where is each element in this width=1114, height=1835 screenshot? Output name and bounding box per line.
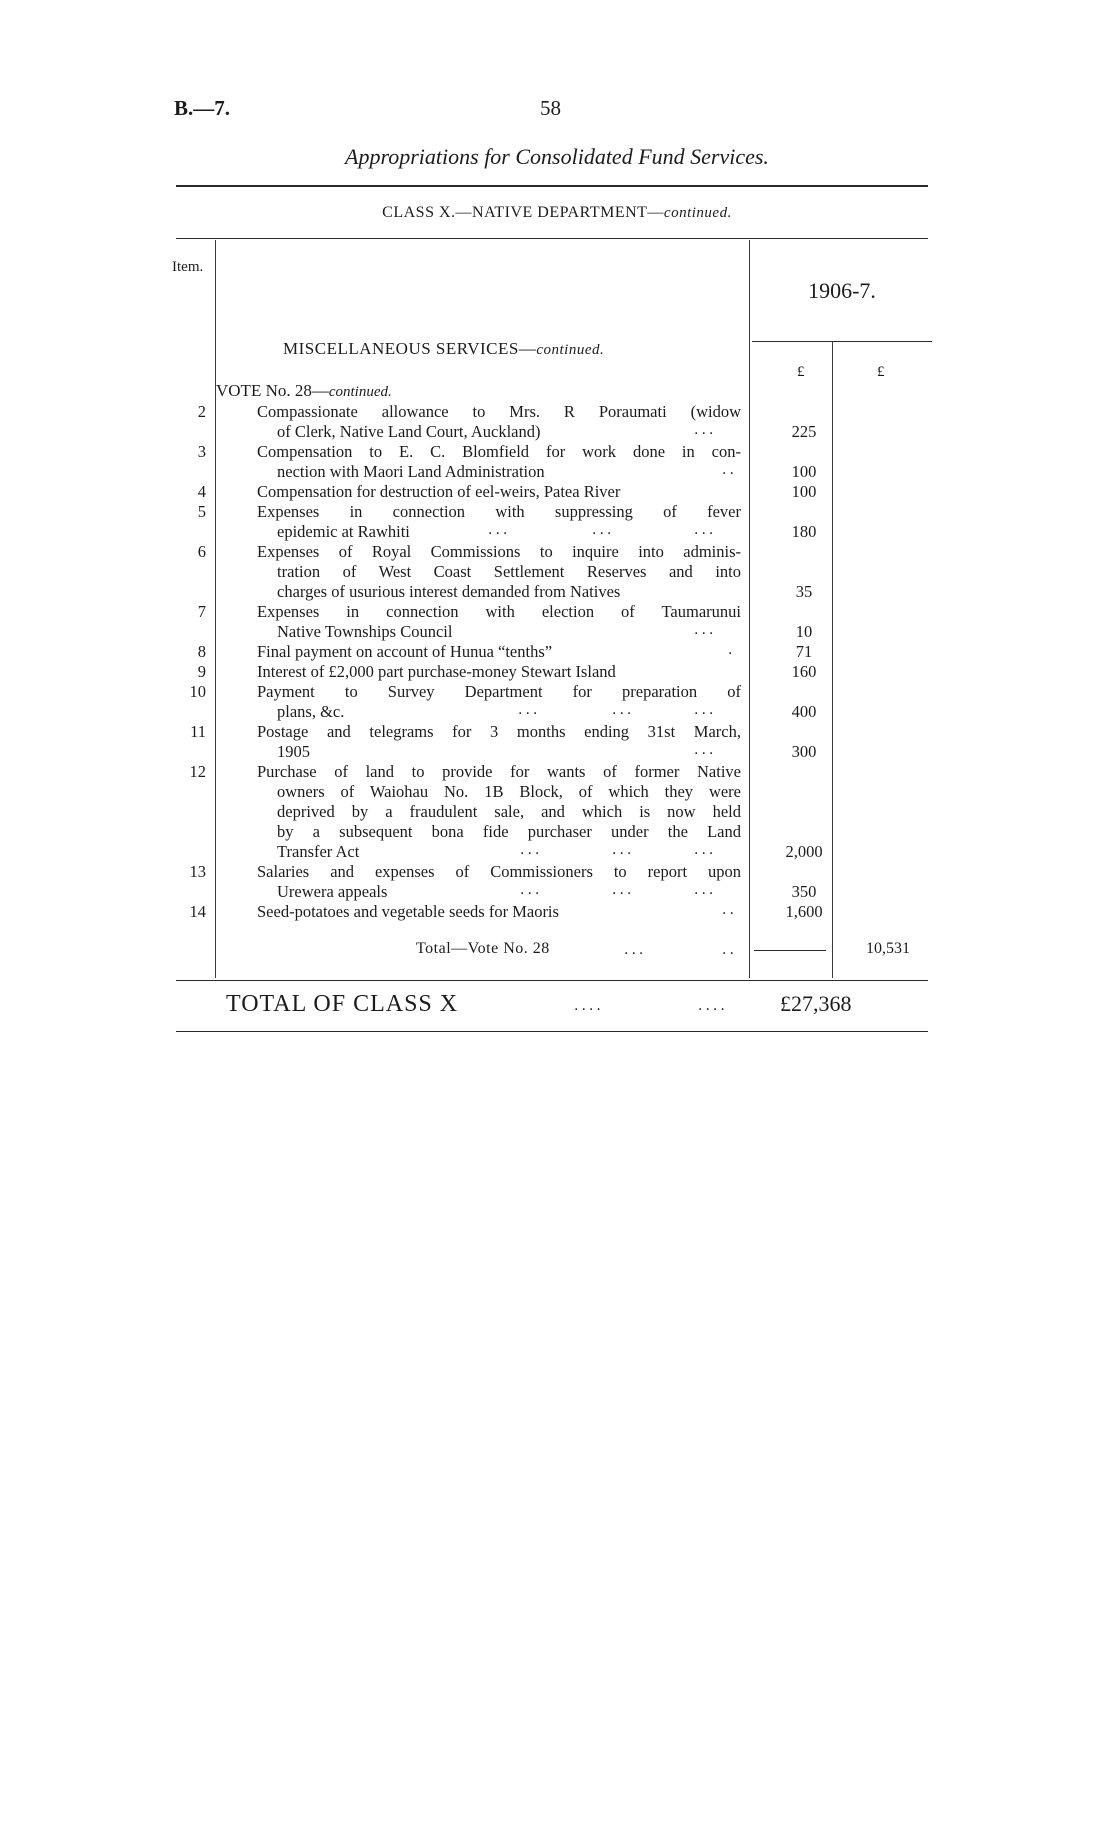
description-line: of Clerk, Native Land Court, Auckland) <box>277 422 541 441</box>
leader-dots: ... <box>694 522 717 538</box>
item-description <box>257 662 741 682</box>
table-bottom-rule <box>176 980 928 981</box>
item-number: 14 <box>189 902 206 921</box>
item-amount: 100 <box>791 462 817 481</box>
year-header-rule <box>752 341 932 342</box>
leader-dots: ... <box>520 882 543 898</box>
section-heading <box>283 339 604 359</box>
item-amount: 10 <box>795 622 813 641</box>
description-line: Payment to Survey Department for preparation of <box>257 682 741 701</box>
description-line: Compassionate allowance to Mrs. R Poraumati (widow <box>257 402 741 421</box>
item-description <box>257 602 741 642</box>
description-line: Seed-potatoes and vegetable seeds for Maoris <box>257 902 559 921</box>
section-heading-main: MISCELLANEOUS SERVICES— <box>283 339 537 358</box>
item-amount: 160 <box>791 662 817 681</box>
item-number: 7 <box>197 602 206 621</box>
item-amount: 180 <box>791 522 817 541</box>
item-number: 13 <box>189 862 206 881</box>
description-line: Final payment on account of Hunua “tenths” <box>257 642 553 661</box>
item-amount: 35 <box>795 582 813 601</box>
year-column-header: 1906-7. <box>808 278 876 303</box>
leader-dots: ... <box>694 622 717 638</box>
item-description <box>257 642 741 662</box>
item-number: 6 <box>197 542 206 561</box>
vote-heading-suffix: continued. <box>328 384 392 400</box>
description-line: Salaries and expenses of Commissioners to report upon <box>257 862 741 881</box>
leader-dots: ... <box>592 522 615 538</box>
item-description <box>257 862 741 902</box>
item-description <box>257 762 741 862</box>
item-amount: 100 <box>791 482 817 501</box>
leader-dots: ... <box>694 842 717 858</box>
item-amount: 350 <box>791 882 817 901</box>
table-top-rule <box>176 238 928 239</box>
leader-dots: .. <box>722 942 737 958</box>
item-column-header: Item. <box>172 259 204 275</box>
item-number: 5 <box>197 502 206 521</box>
description-line: charges of usurious interest demanded from Natives <box>277 582 621 601</box>
item-description <box>257 722 741 762</box>
item-amount: 2,000 <box>785 842 823 861</box>
class-total-label: TOTAL OF CLASS X <box>226 991 459 1017</box>
item-description <box>257 902 741 922</box>
item-number: 8 <box>197 642 206 661</box>
description-line: plans, &c. <box>277 702 345 721</box>
item-description <box>257 482 741 502</box>
leader-dots: ... <box>694 742 717 758</box>
class-heading-main: CLASS X.—NATIVE DEPARTMENT— <box>382 204 664 221</box>
class-heading-suffix: continued. <box>663 205 732 221</box>
description-column-rule <box>749 240 750 978</box>
leader-dots: ... <box>612 882 635 898</box>
description-line: by a subsequent bona fide purchaser under the Land <box>277 822 741 841</box>
document-reference: B.—7. <box>174 96 231 120</box>
leader-dots: ... <box>694 882 717 898</box>
class-total-rule <box>176 1031 928 1032</box>
description-line: Expenses in connection with suppressing of fever <box>257 502 741 521</box>
item-number: 12 <box>189 762 206 781</box>
item-number: 10 <box>189 682 206 701</box>
leader-dots: ... <box>488 522 511 538</box>
currency-symbol-col1: £ <box>797 364 805 380</box>
leader-dots: .... <box>698 998 728 1014</box>
item-amount: 1,600 <box>785 902 823 921</box>
vote-total-rule <box>754 950 826 951</box>
description-line: epidemic at Rawhiti <box>277 522 410 541</box>
leader-dots: ... <box>518 702 541 718</box>
leader-dots: ... <box>694 422 717 438</box>
vote-total-value: 10,531 <box>866 940 910 957</box>
leader-dots: ... <box>612 842 635 858</box>
description-line: deprived by a fraudulent sale, and which is now held <box>277 802 741 821</box>
item-description <box>257 542 741 602</box>
item-amount: 300 <box>791 742 817 761</box>
item-amount: 400 <box>791 702 817 721</box>
page-title: Appropriations for Consolidated Fund Services. <box>345 144 769 169</box>
leader-dots: ... <box>694 702 717 718</box>
leader-dots: .. <box>722 462 737 478</box>
item-description <box>257 402 741 442</box>
description-line: Expenses of Royal Commissions to inquire into adminis- <box>257 542 741 561</box>
item-column-rule <box>215 240 216 978</box>
description-line: Urewera appeals <box>277 882 388 901</box>
description-line: Expenses in connection with election of Taumarunui <box>257 602 741 621</box>
item-number: 4 <box>197 482 206 501</box>
description-line: Native Townships Council <box>277 622 453 641</box>
item-number: 11 <box>190 722 206 741</box>
title-rule <box>176 185 928 187</box>
class-heading <box>0 204 1114 222</box>
leader-dots: ... <box>520 842 543 858</box>
currency-symbol-col2: £ <box>877 364 885 380</box>
leader-dots: ... <box>612 702 635 718</box>
item-number: 2 <box>197 402 206 421</box>
leader-dots: .... <box>574 998 604 1014</box>
leader-dots: .. <box>722 902 737 918</box>
description-line: Compensation for destruction of eel-weirs, Patea River <box>257 482 621 501</box>
item-description <box>257 682 741 722</box>
page-number: 58 <box>540 96 561 120</box>
leader-dots: . <box>728 642 736 658</box>
leader-dots: ... <box>624 942 647 958</box>
description-line: tration of West Coast Settlement Reserves and into <box>277 562 741 581</box>
vote-total-label: Total—Vote No. 28 <box>416 940 550 957</box>
description-line: 1905 <box>277 742 310 761</box>
description-line: nection with Maori Land Administration <box>277 462 545 481</box>
vote-heading <box>216 381 392 401</box>
description-line: Purchase of land to provide for wants of former Native <box>257 762 741 781</box>
section-heading-suffix: continued. <box>536 342 605 358</box>
description-line: Transfer Act <box>277 842 360 861</box>
item-description <box>257 442 741 482</box>
item-amount: 71 <box>795 642 813 661</box>
item-amount: 225 <box>791 422 817 441</box>
description-line: Interest of £2,000 part purchase-money Stewart Island <box>257 662 616 681</box>
class-total-value: £27,368 <box>780 991 852 1016</box>
vote-heading-main: VOTE No. 28— <box>216 381 329 400</box>
description-line: Compensation to E. C. Blomfield for work done in con- <box>257 442 741 461</box>
item-number: 9 <box>197 662 206 681</box>
description-line: owners of Waiohau No. 1B Block, of which they were <box>277 782 741 801</box>
item-number: 3 <box>197 442 206 461</box>
description-line: Postage and telegrams for 3 months ending 31st March, <box>257 722 741 741</box>
